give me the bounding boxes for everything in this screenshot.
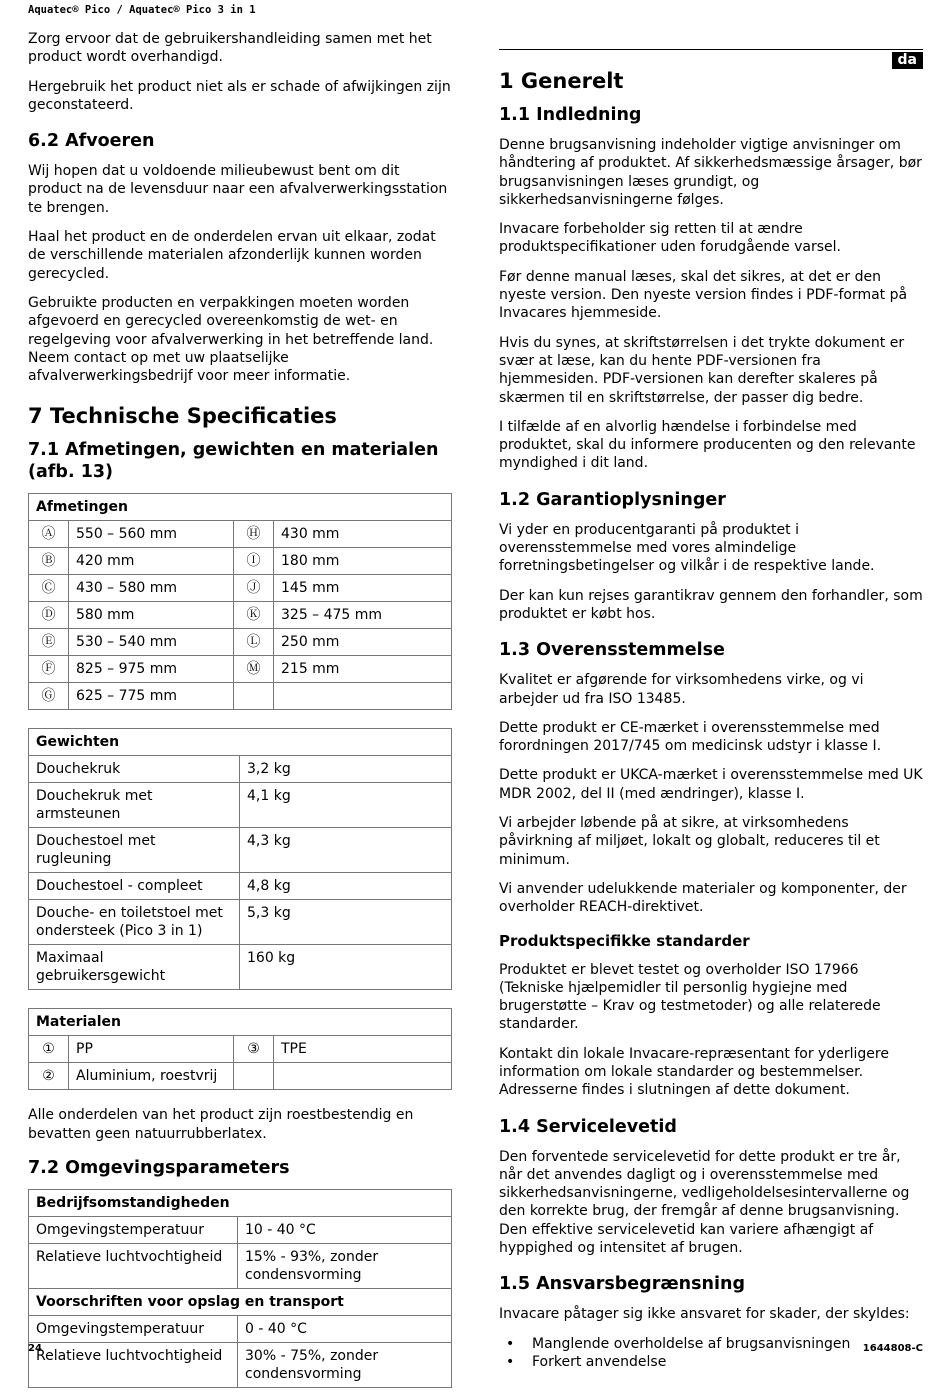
weight-label: Douchekruk met armsteunen (29, 783, 240, 828)
paragraph: Invacare forbeholder sig retten til at ændre produktspecifikationer uden forudgående varsel. (499, 221, 842, 256)
section-heading-7-1: 7.1 Afmetingen, gewichten en materialen (afb. 13) (28, 440, 439, 483)
dimension-symbol: Ⓒ (29, 575, 69, 602)
table-row (29, 575, 452, 602)
table-row (29, 1036, 452, 1063)
dimensions-table (28, 493, 452, 710)
material-symbol: ③ (234, 1036, 274, 1063)
dimension-symbol: Ⓓ (29, 602, 69, 629)
table-header: Materialen (29, 1009, 452, 1036)
weight-label: Douchestoel - compleet (29, 873, 240, 900)
parameter-value: 15% - 93%, zonder condensvorming (238, 1244, 452, 1289)
dimension-value: 625 – 775 mm (69, 683, 234, 710)
page-number: 24 (28, 1343, 42, 1354)
dimension-value: 215 mm (274, 656, 452, 683)
paragraph: Invacare påtager sig ikke ansvaret for skader, der skyldes: (499, 1306, 910, 1323)
list-item (499, 1353, 923, 1371)
table-row (29, 828, 452, 873)
section-heading-1-3: 1.3 Overensstemmelse (499, 640, 725, 661)
table-header: Bedrijfsomstandigheden (29, 1190, 452, 1217)
paragraph: Før denne manual læses, skal det sikres, at det er den nyeste version. Den nyeste version findes i PDF-format på Invacares hjemmeside. (499, 268, 908, 322)
table-header: Gewichten (29, 729, 452, 756)
section-heading-1-2: 1.2 Garantioplysninger (499, 489, 726, 510)
paragraph: Hergebruik het product niet als er schade of afwijkingen zijn geconstateerd. (28, 78, 451, 113)
weight-value: 4,8 kg (240, 873, 452, 900)
material-value: PP (69, 1036, 234, 1063)
dimension-value: 825 – 975 mm (69, 656, 234, 683)
table-row (29, 656, 452, 683)
table-row (29, 1063, 452, 1090)
weight-value: 4,3 kg (240, 828, 452, 873)
paragraph: Zorg ervoor dat de gebruikershandleiding samen met het product wordt overhandigd. (28, 31, 432, 66)
material-symbol: ② (29, 1063, 69, 1090)
subheading-product-standards: Produktspecifikke standarder (499, 931, 750, 950)
paragraph: Alle onderdelen van het product zijn roestbestendig en bevatten geen natuurrubberlatex. (28, 1107, 414, 1142)
weight-label: Douchestoel met rugleuning (29, 828, 240, 873)
dimension-value: 145 mm (274, 575, 452, 602)
dimension-symbol: Ⓙ (234, 575, 274, 602)
weight-label: Douche- en toiletstoel met ondersteek (Pico 3 in 1) (29, 900, 240, 945)
dimension-value: 325 – 475 mm (274, 602, 452, 629)
paragraph: Kontakt din lokale Invacare-repræsentant for yderligere information om lokale standarder og bestemmelser. Adresserne findes i slutningen af dette dokument. (499, 1045, 889, 1099)
weight-value: 3,2 kg (240, 756, 452, 783)
dimension-symbol: Ⓗ (234, 521, 274, 548)
paragraph: Den forventede servicelevetid for dette produkt er tre år, når det anvendes dagligt og i overensstemmelse med sikkerhedsanvisningerne, vedligeholdelsesintervallerne og den korrekte brug, der fremgår af denne brugsanvisning. Den effektive servicelevetid kan variere afhængigt af hyppighed og intensitet af brugen. (499, 1148, 910, 1257)
section-heading-1-4: 1.4 Servicelevetid (499, 1116, 677, 1137)
dimension-value: 430 mm (274, 521, 452, 548)
weights-table (28, 728, 452, 990)
bullet-icon: • (506, 1353, 515, 1370)
dimension-value: 580 mm (69, 602, 234, 629)
section-heading-1-1: 1.1 Indledning (499, 105, 642, 125)
dimension-symbol (234, 683, 274, 710)
table-row (29, 873, 452, 900)
right-column (499, 49, 923, 1371)
parameter-value: 0 - 40 °C (238, 1316, 452, 1343)
dimension-symbol: Ⓕ (29, 656, 69, 683)
environment-table (28, 1189, 452, 1388)
table-header: Afmetingen (29, 494, 452, 521)
paragraph: Hvis du synes, at skriftstørrelsen i det trykte dokument er svær at læse, kan du hente PDF-versionen fra hjemmesiden. PDF-versionen kan derefter skaleres på skærmen til en skriftstørrelse, der passer dig bedre. (499, 334, 905, 406)
chapter-heading-1: 1 Generelt (499, 69, 624, 93)
dimension-value: 550 – 560 mm (69, 521, 234, 548)
paragraph: Vi anvender udelukkende materialer og komponenter, der overholder REACH-direktivet. (499, 880, 907, 916)
chapter-rule (499, 49, 923, 50)
paragraph: Kvalitet er afgørende for virksomhedens virke, og vi arbejder ud fra ISO 13485. (499, 672, 864, 707)
dimension-value (274, 683, 452, 710)
paragraph: Produktet er blevet testet og overholder ISO 17966 (Tekniske hjælpemidler til personlig hygiejne med brugerstøtte – Krav og testmetoder) og alle relaterede standarder. (499, 961, 881, 1033)
weight-value: 160 kg (240, 945, 452, 990)
paragraph: Haal het product en de onderdelen ervan uit elkaar, zodat de verschillende materialen afzonderlijk kunnen worden gerecycled. (28, 229, 436, 282)
material-value: TPE (274, 1036, 452, 1063)
paragraph: Der kan kun rejses garantikrav gennem den forhandler, som produktet er købt hos. (499, 587, 923, 622)
material-symbol (234, 1063, 274, 1090)
left-column (28, 30, 452, 1399)
table-row (29, 945, 452, 990)
dimension-symbol: Ⓜ (234, 656, 274, 683)
table-row (29, 1343, 452, 1388)
list-item-text: Manglende overholdelse af brugsanvisningen (532, 1335, 851, 1352)
materials-table (28, 1008, 452, 1090)
table-row (29, 783, 452, 828)
parameter-label: Omgevingstemperatuur (29, 1217, 238, 1244)
dimension-symbol: Ⓛ (234, 629, 274, 656)
dimension-symbol: Ⓖ (29, 683, 69, 710)
weight-label: Maximaal gebruikersgewicht (29, 945, 240, 990)
dimension-symbol: Ⓘ (234, 548, 274, 575)
dimension-symbol: Ⓑ (29, 548, 69, 575)
table-row (29, 900, 452, 945)
dimension-value: 430 – 580 mm (69, 575, 234, 602)
material-symbol: ① (29, 1036, 69, 1063)
bullet-icon: • (506, 1335, 515, 1352)
table-row (29, 548, 452, 575)
table-row (29, 1316, 452, 1343)
chapter-heading-7: 7 Technische Specificaties (28, 404, 337, 429)
dimension-symbol: Ⓚ (234, 602, 274, 629)
parameter-value: 30% - 75%, zonder condensvorming (238, 1343, 452, 1388)
weight-value: 4,1 kg (240, 783, 452, 828)
parameter-value: 10 - 40 °C (238, 1217, 452, 1244)
table-row (29, 602, 452, 629)
paragraph: I tilfælde af en alvorlig hændelse i forbindelse med produktet, skal du informere producenten og den relevante myndighed i dit land. (499, 418, 916, 472)
bullet-list (499, 1335, 923, 1372)
paragraph: Vi arbejder løbende på at sikre, at virksomhedens påvirkning af miljøet, lokalt og globalt, reduceres til et minimum. (499, 815, 880, 868)
parameter-label: Relatieve luchtvochtigheid (29, 1244, 238, 1289)
dimension-value: 180 mm (274, 548, 452, 575)
paragraph: Gebruikte producten en verpakkingen moeten worden afgevoerd en gerecycled overeenkomstig de wet- en regelgeving voor afvalverwerking in het betreffende land. Neem contact op met uw plaatselijke afvalverwerkingsbedrijf voor meer informatie. (28, 294, 434, 385)
language-badge: da (892, 52, 923, 69)
material-value (274, 1063, 452, 1090)
table-header: Voorschriften voor opslag en transport (29, 1289, 452, 1316)
table-row (29, 1244, 452, 1289)
paragraph: Dette produkt er UKCA-mærket i overensstemmelse med UK MDR 2002, del II (med ændringer), klasse I. (499, 767, 923, 802)
document-code: 1644808-C (862, 1343, 923, 1354)
list-item-text: Forkert anvendelse (532, 1353, 667, 1370)
table-row (29, 629, 452, 656)
dimension-symbol: Ⓔ (29, 629, 69, 656)
dimension-symbol: Ⓐ (29, 521, 69, 548)
weight-label: Douchekruk (29, 756, 240, 783)
list-item (499, 1335, 923, 1353)
running-header: Aquatec® Pico / Aquatec® Pico 3 in 1 (28, 4, 256, 16)
dimension-value: 530 – 540 mm (69, 629, 234, 656)
weight-value: 5,3 kg (240, 900, 452, 945)
parameter-label: Omgevingstemperatuur (29, 1316, 238, 1343)
dimension-value: 250 mm (274, 629, 452, 656)
section-heading-6-2: 6.2 Afvoeren (28, 131, 155, 152)
paragraph: Dette produkt er CE-mærket i overensstemmelse med forordningen 2017/745 om medicinsk udstyr i klasse I. (499, 719, 882, 755)
table-row (29, 683, 452, 710)
section-heading-1-5: 1.5 Ansvarsbegrænsning (499, 1274, 745, 1295)
paragraph: Wij hopen dat u voldoende milieubewust bent om dit product na de levensduur naar een afvalverwerkingsstation te brengen. (28, 163, 448, 216)
table-row (29, 1217, 452, 1244)
paragraph: Denne brugsanvisning indeholder vigtige anvisninger om håndtering af produktet. Af sikkerhedsmæssige årsager, bør brugsanvisningen læses grundigt, og sikkerhedsanvisningerne følges. (499, 137, 922, 208)
section-heading-7-2: 7.2 Omgevingsparameters (28, 1158, 290, 1179)
material-value: Aluminium, roestvrij (69, 1063, 234, 1090)
table-row (29, 521, 452, 548)
dimension-value: 420 mm (69, 548, 234, 575)
parameter-label: Relatieve luchtvochtigheid (29, 1343, 238, 1388)
paragraph: Vi yder en producentgaranti på produktet i overensstemmelse med vores almindelige forretningsbetingelser og vilkår i de respektive lande. (499, 521, 875, 575)
table-row (29, 756, 452, 783)
